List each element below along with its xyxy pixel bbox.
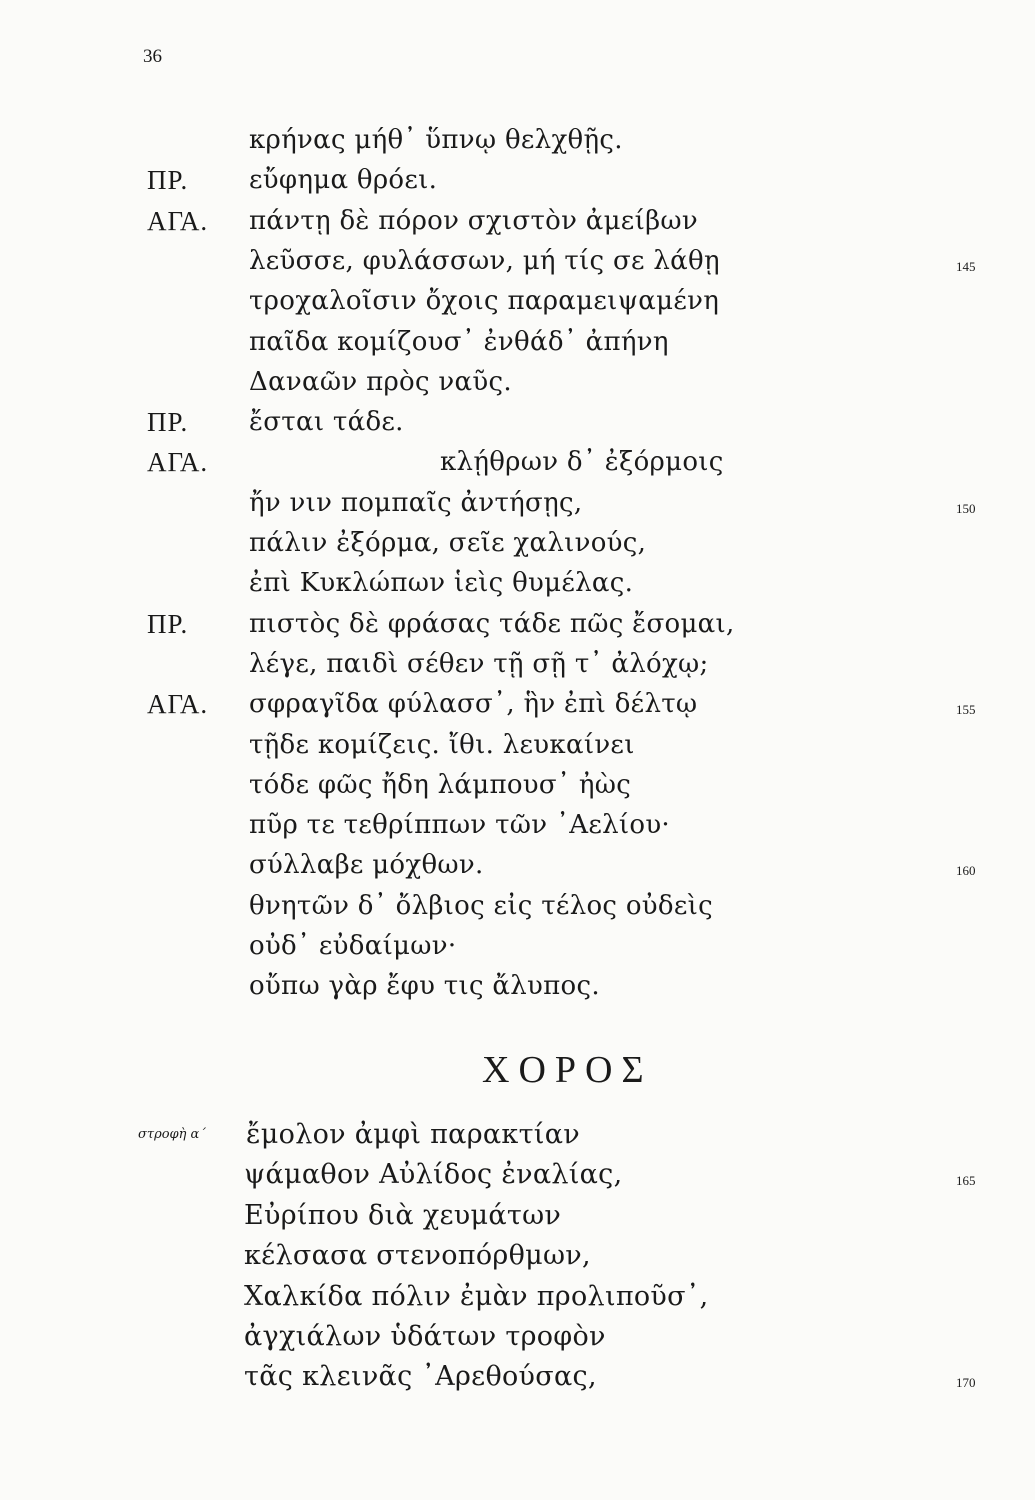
- verse-line: [0, 805, 1035, 845]
- verse-text: οὔπω γὰρ ἔφυ τις ἄλυπος.: [249, 971, 600, 1002]
- verse-line: [0, 120, 1035, 160]
- verse-text: λεῦσσε, φυλάσσων, μή τίς σε λάθῃ: [249, 245, 720, 276]
- verse-line: [0, 765, 1035, 805]
- line-number: 155: [956, 702, 976, 718]
- speaker-label: ΑΓΑ.: [147, 205, 209, 236]
- verse-text: ἤν νιν πομπαῖς ἀντήσῃς,: [249, 487, 583, 518]
- verse-line: [0, 644, 1035, 684]
- verse-line: [0, 1277, 1035, 1317]
- speaker-label: ΑΓΑ.: [147, 447, 209, 478]
- verse-line: [0, 966, 1035, 1006]
- verse-text: κλῄθρων δ᾽ ἐξόρμοις: [440, 447, 724, 478]
- line-number: 145: [956, 258, 976, 274]
- verse-line: [0, 563, 1035, 603]
- verse-line: [0, 926, 1035, 966]
- verse-text: παῖδα κομίζουσ᾽ ἐνθάδ᾽ ἀπήνη: [249, 326, 669, 357]
- verse-text: τόδε φῶς ἤδη λάμπουσ᾽ ἠὼς: [249, 769, 632, 800]
- verse-line: [0, 604, 1035, 644]
- verse-line: [0, 362, 1035, 402]
- line-number: 165: [956, 1173, 976, 1189]
- verse-text: κρήνας μήθ᾽ ὕπνῳ θελχθῇς.: [249, 125, 623, 155]
- verse-line: [0, 886, 1035, 926]
- verse-text: οὐδ᾽ εὐδαίμων·: [249, 931, 457, 961]
- verse-text: ἔσται τάδε.: [249, 407, 404, 438]
- verse-line: [0, 1115, 1035, 1155]
- verse-line: [0, 322, 1035, 362]
- verse-line: [0, 725, 1035, 765]
- verse-text: πιστὸς δὲ φράσας τάδε πῶς ἔσομαι,: [249, 608, 735, 639]
- verse-text: τῇδε κομίζεις. ἴθι. λευκαίνει: [249, 729, 635, 760]
- verse-line: [0, 1317, 1035, 1357]
- verse-text: σύλλαβε μόχθων.: [249, 850, 484, 881]
- verse-line: [0, 684, 1035, 724]
- verse-line: [0, 442, 1035, 482]
- verse-text: ἐπὶ Κυκλώπων ἱεὶς θυμέλας.: [249, 568, 634, 599]
- verse-line: [0, 1236, 1035, 1276]
- line-number: 150: [956, 500, 976, 516]
- verse-line: [0, 523, 1035, 563]
- verse-text: λέγε, παιδὶ σέθεν τῇ σῇ τ᾽ ἀλόχῳ;: [249, 648, 709, 679]
- verse-text: ψάμαθον Αὐλίδος ἐναλίας,: [244, 1159, 623, 1191]
- verse-line: [0, 201, 1035, 241]
- verse-text: σφραγῖδα φύλασσ᾽, ἣν ἐπὶ δέλτῳ: [249, 689, 698, 720]
- verse-text: πῦρ τε τεθρίππων τῶν ᾽Αελίου·: [249, 810, 670, 841]
- verse-line: [0, 483, 1035, 523]
- verse-text: Εὐρίπου διὰ χευμάτων: [244, 1199, 562, 1231]
- verse-line: [0, 160, 1035, 200]
- verse-text: πάντῃ δὲ πόρον σχιστὸν ἀμείβων: [249, 205, 699, 236]
- verse-text: Δαναῶν πρὸς ναῦς.: [249, 366, 512, 397]
- verse-line: [0, 402, 1035, 442]
- verse-text: τᾶς κλεινᾶς ᾽Αρεθούσας,: [244, 1361, 597, 1393]
- stanza-label: στροφὴ α΄: [138, 1127, 206, 1142]
- section-heading: ΧΟΡΟΣ: [482, 1049, 653, 1091]
- verse-text: ἀγχιάλων ὑδάτων τροφὸν: [244, 1321, 606, 1352]
- page-number: 36: [143, 46, 162, 67]
- speaker-label: ΠΡ.: [147, 608, 189, 639]
- verse-text: θνητῶν δ᾽ ὄλβιος εἰς τέλος οὐδεὶς: [249, 890, 713, 921]
- verse-line: [0, 845, 1035, 885]
- verse-line: [0, 1357, 1035, 1397]
- verse-line: [0, 1196, 1035, 1236]
- line-number: 170: [956, 1375, 976, 1391]
- speaker-label: ΑΓΑ.: [147, 689, 209, 720]
- speaker-label: ΠΡ.: [147, 165, 189, 196]
- verse-text: ἔμολον ἀμφὶ παρακτίαν: [246, 1119, 580, 1150]
- verse-line: [0, 1155, 1035, 1195]
- verse-text: κέλσασα στενοπόρθμων,: [244, 1240, 591, 1272]
- verse-line: [0, 241, 1035, 281]
- verse-text: Χαλκίδα πόλιν ἐμὰν προλιποῦσ᾽,: [244, 1280, 709, 1312]
- verse-line: [0, 281, 1035, 321]
- verse-text: τροχαλοῖσιν ὄχοις παραμειψαμένη: [249, 286, 720, 317]
- speaker-label: ΠΡ.: [147, 407, 189, 438]
- line-number: 160: [956, 863, 976, 879]
- verse-text: εὔφημα θρόει.: [249, 165, 438, 196]
- verse-text: πάλιν ἐξόρμα, σεῖε χαλινούς,: [249, 528, 647, 558]
